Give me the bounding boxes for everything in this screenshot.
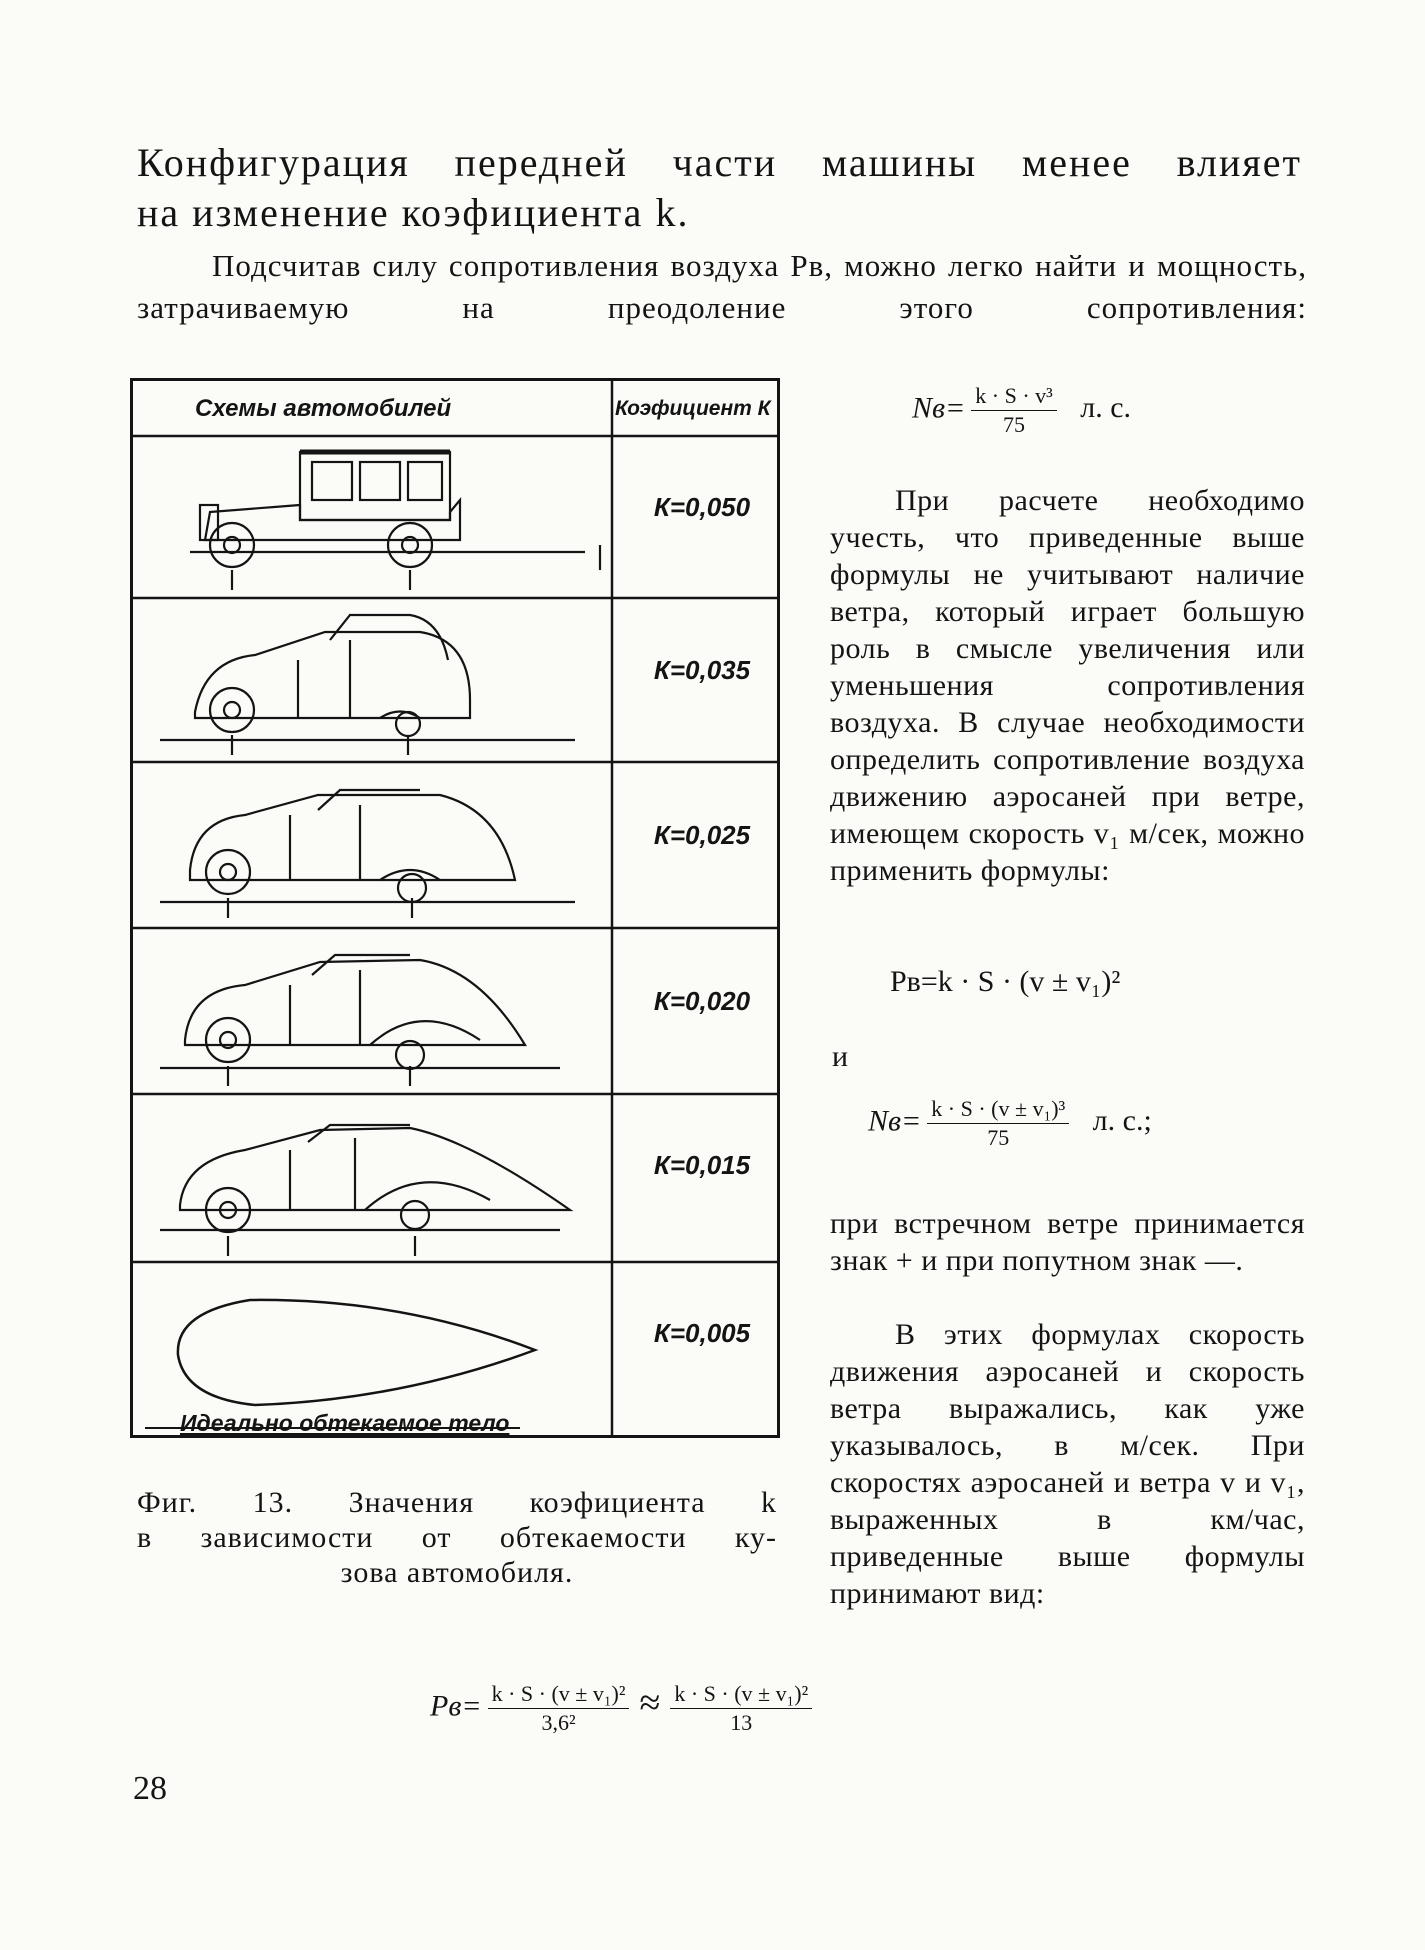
formula-kmh-fraction-1 (488, 1680, 630, 1737)
car-streamlined-4-drawing (160, 1125, 570, 1256)
formula-power-unit: л. с. (1080, 391, 1132, 425)
k-value-row-1: К=0,050 (653, 492, 751, 522)
ideal-teardrop-drawing (145, 1300, 535, 1428)
formula-power-wind-denominator: 75 (987, 1125, 1010, 1150)
lead-line-2: на изменение коэфициента k. (137, 190, 690, 235)
conjunction-and: и (832, 1040, 849, 1073)
formula-power-wind (868, 1095, 1152, 1152)
lead-line-1: Конфигурация передней части машины менее влияет (137, 140, 1302, 185)
formula-power-denominator: 75 (1003, 412, 1026, 437)
formula-kmh-approx: ≈ (639, 1682, 661, 1725)
formula-power-wind-unit: л. с.; (1092, 1104, 1152, 1138)
formula-kmh-numerator-2: k · S · (v ± v₁)² (670, 1680, 812, 1709)
k-value-row-4: К=0,020 (653, 986, 751, 1016)
caption-line-1: Фиг. 13. Значения коэфициента k (137, 1486, 777, 1519)
ideal-body-label: Идеально обтекаемое тело (180, 1410, 510, 1436)
caption-line-3: зова автомобиля. (340, 1556, 574, 1589)
formula-power-lhs: Nв= (912, 391, 966, 425)
intro-paragraph: Подсчитав силу сопротивления воздуха Pв, можно легко найти и мощность, затрачиваемую на преодоление этого сопротивления: (137, 248, 1307, 325)
formula-kmh-denominator-1: 3,6² (541, 1710, 576, 1735)
car-streamlined-3-drawing (160, 955, 560, 1086)
right-paragraph-3: В этих формулах скорость движения аэросаней и скорость ветра выражались, как уже указывалось, в м/сек. При скоростях аэросаней и ветра v и v₁, выраженных в км/час, приведенные выше формулы принимают вид: (830, 1318, 1305, 1610)
table-header-coefficient: Коэфициент К (615, 397, 771, 420)
formula-kmh-fraction-2 (670, 1680, 812, 1737)
k-value-row-2: К=0,035 (653, 655, 751, 685)
k-value-row-5: К=0,015 (653, 1150, 751, 1180)
right-paragraph-2: при встречном ветре принимается знак + и при попутном знак —. (830, 1207, 1305, 1277)
table-header-schemes: Схемы автомобилей (195, 395, 452, 422)
formula-drag-wind: Pв=k · S · (v ± v₁)² (890, 965, 1121, 998)
formula-power-wind-numerator: k · S · (v ± v₁)³ (927, 1095, 1069, 1124)
formula-power-numerator: k · S · v³ (971, 382, 1056, 411)
caption-line-2: в зависимости от обтекаемости ку- (137, 1521, 777, 1554)
k-value-row-3: К=0,025 (653, 820, 751, 850)
right-paragraph-1: При расчете необходимо учесть, что приведенные выше формулы не учитывают наличие ветра, который играет большую роль в смысле увеличения или уменьшения сопротивления воздуха. В случае необходимости определить сопротивление воздуха движению аэросаней при ветре, имеющем скорость v₁ м/сек, можно применить формулы: (830, 484, 1305, 887)
formula-kmh-denominator-2: 13 (730, 1710, 753, 1735)
figure-caption (137, 1485, 777, 1590)
car-streamlined-2-drawing (160, 790, 575, 918)
formula-kmh-lhs: Pв= (430, 1689, 482, 1723)
car-streamlined-1-drawing (160, 615, 575, 755)
formula-power-wind-lhs: Nв= (868, 1104, 922, 1138)
formula-kmh-numerator-1: k · S · (v ± v₁)² (488, 1680, 630, 1709)
formula-drag-kmh (430, 1680, 818, 1737)
formula-power-wind-fraction (927, 1095, 1069, 1152)
car-sedan-drawing (190, 452, 600, 590)
k-value-row-6: К=0,005 (653, 1318, 751, 1348)
page-number: 28 (133, 1770, 167, 1807)
